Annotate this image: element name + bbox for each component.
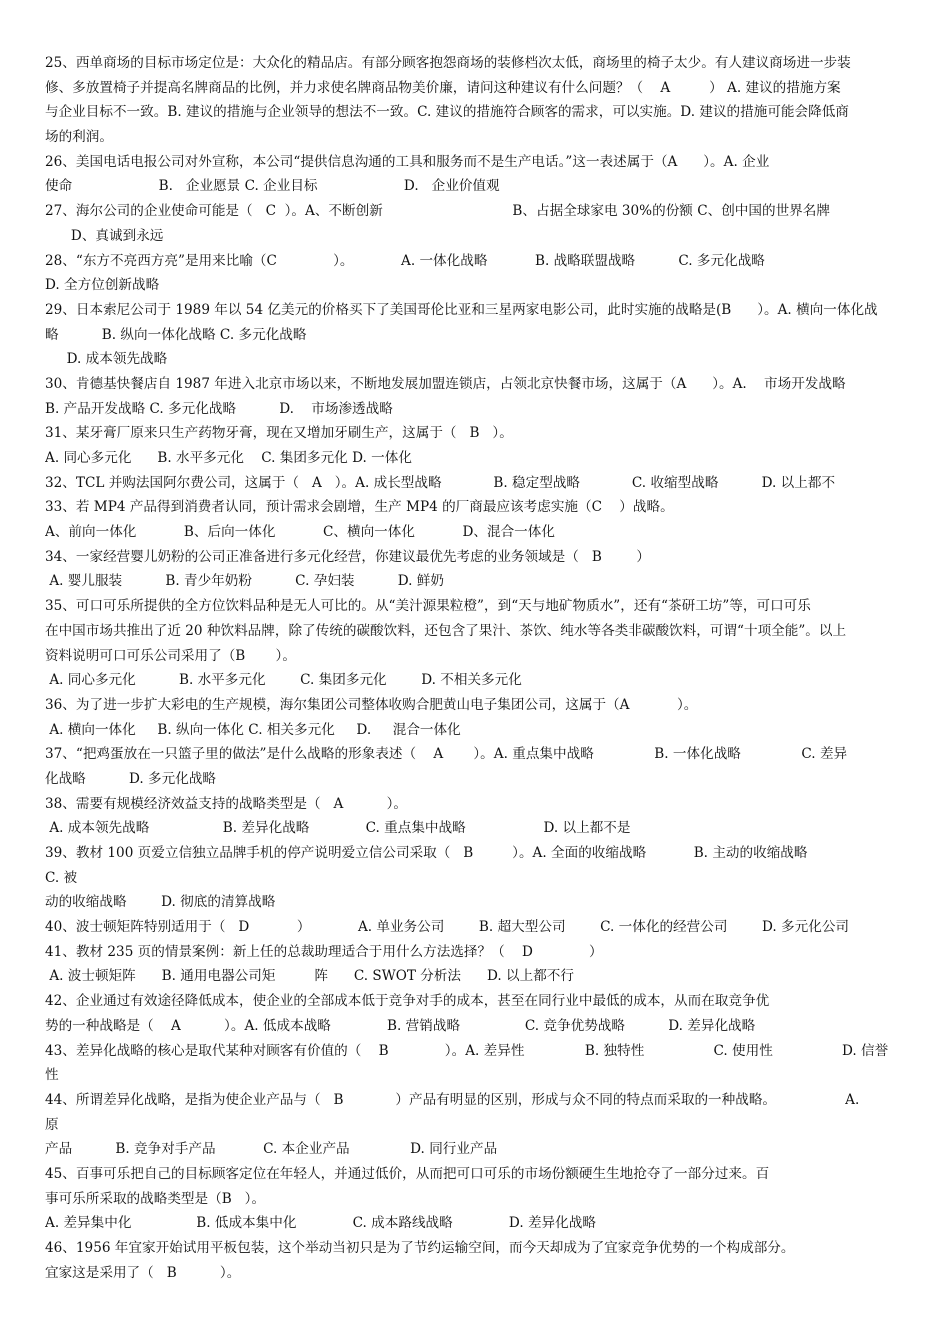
text-line: 资料说明可口可乐公司采用了（B ）。	[45, 647, 296, 664]
text-line: 27、海尔公司的企业使命可能是（ C ）。A、不断创新 B、占据全球家电 30%的份额 C、创中国的世界名牌	[45, 203, 830, 220]
text-line: 宜家这是采用了（ B ）。	[45, 1264, 241, 1281]
text-line: 26、美国电话电报公司对外宣称，本公司“提供信息沟通的工具和服务而不是生产电话。”这一表述属于（A ）。A. 企业	[45, 153, 770, 170]
text-line: 修、多放置椅子并提高名牌商品的比例，并力求使名牌商品物美价廉，请问这种建议有什么问题？（ A ） A. 建议的措施方案	[45, 79, 841, 96]
text-line: 原	[45, 1116, 59, 1133]
text-line: 33、若 MP4 产品得到消费者认同，预计需求会剧增，生产 MP4 的厂商最应该考虑实施（C ）战略。	[45, 499, 674, 516]
text-line: A. 同心多元化 B. 水平多元化 C. 集团多元化 D. 不相关多元化	[45, 672, 522, 689]
text-line: A. 婴儿服装 B. 青少年奶粉 C. 孕妇装 D. 鲜奶	[45, 573, 444, 590]
text-line: 39、教材 100 页爱立信独立品牌手机的停产说明爱立信公司采取（ B ）。A. 全面的收缩战略 B. 主动的收缩战略	[45, 845, 808, 861]
text-line: 28、“东方不亮西方亮”是用来比喻（C ）。 A. 一体化战略 B. 战略联盟战略 C. 多元化战略	[45, 252, 765, 269]
text-line: D、真诚到永远	[45, 227, 164, 244]
text-line: 25、西单商场的目标市场定位是：大众化的精品店。有部分顾客抱怨商场的装修档次太低，商场里的椅子太少。有人建议商场进一步装	[45, 55, 851, 71]
text-line: 使命 B. 企业愿景 C. 企业目标 D. 企业价值观	[45, 178, 500, 195]
text-line: 与企业目标不一致。B. 建议的措施与企业领导的想法不一致。C. 建议的措施符合顾客的需求，可以实施。D. 建议的措施可能会降低商	[45, 104, 849, 121]
text-line: 34、一家经营婴儿奶粉的公司正准备进行多元化经营，你建议最优先考虑的业务领域是（ B ）	[45, 548, 650, 565]
text-line: 势的一种战略是（ A ）。A. 低成本战略 B. 营销战略 C. 竞争优势战略 D. 差异化战略	[45, 1017, 756, 1034]
text-line: 37、“把鸡蛋放在一只篮子里的做法”是什么战略的形象表述（ A ）。A. 重点集中战略 B. 一体化战略 C. 差异	[45, 746, 848, 763]
text-line: 43、差异化战略的核心是取代某种对顾客有价值的（ B ）。A. 差异性 B. 独特性 C. 使用性 D. 信誉	[45, 1042, 889, 1059]
text-line: A. 同心多元化 B. 水平多元化 C. 集团多元化 D. 一体化	[45, 450, 412, 466]
document-page	[45, 51, 910, 1285]
text-line: 30、肯德基快餐店自 1987 年进入北京市场以来，不断地发展加盟连锁店，占领北京快餐市场，这属于（A ）。A. 市场开发战略	[45, 375, 846, 392]
text-line: 40、波士顿矩阵特别适用于（ D ） A. 单业务公司 B. 超大型公司 C. 一体化的经营公司 D. 多元化公司	[45, 919, 850, 936]
text-line: D. 成本领先战略	[45, 351, 168, 368]
text-line: A. 差异集中化 B. 低成本集中化 C. 成本路线战略 D. 差异化战略	[45, 1215, 596, 1232]
text-line: 产品 B. 竞争对手产品 C. 本企业产品 D. 同行业产品	[45, 1141, 498, 1158]
text-line: 36、为了进一步扩大彩电的生产规模，海尔集团公司整体收购合肥黄山电子集团公司，这属于（A ）。	[45, 696, 698, 713]
text-line: 略 B. 纵向一体化战略 C. 多元化战略	[45, 326, 307, 343]
text-line: 41、教材 235 页的情景案例：新上任的总裁助理适合于用什么方法选择？（ D ）	[45, 943, 603, 960]
text-line: 化战略 D. 多元化战略	[45, 770, 217, 787]
text-line: 32、TCL 并购法国阿尔费公司，这属于（ A ）。A. 成长型战略 B. 稳定型战略 C. 收缩型战略 D. 以上都不	[45, 474, 836, 491]
text-line: A、前向一体化 B、后向一体化 C、横向一体化 D、混合一体化	[45, 524, 555, 541]
text-line: A. 波士顿矩阵 B. 通用电器公司矩 阵 C. SWOT 分析法 D. 以上都不行	[45, 968, 574, 985]
text-line: A. 横向一体化 B. 纵向一体化 C. 相关多元化 D. 混合一体化	[45, 721, 461, 738]
text-line: 44、所谓差异化战略，是指为使企业产品与（ B ）产品有明显的区别，形成与众不同的特点而采取的一种战略。 A.	[45, 1091, 860, 1108]
text-line: 45、百事可乐把自己的目标顾客定位在年轻人，并通过低价，从而把可口可乐的市场份额硬生生地抢夺了一部分过来。百	[45, 1165, 770, 1182]
text-line: B. 产品开发战略 C. 多元化战略 D. 市场渗透战略	[45, 400, 393, 417]
text-line: C. 被	[45, 869, 78, 886]
text-line: 35、可口可乐所提供的全方位饮料品种是无人可比的。从“美汁源果粒橙”，到“天与地矿物质水”，还有“茶研工坊”等，可口可乐	[45, 598, 811, 615]
text-line: 29、日本索尼公司于 1989 年以 54 亿美元的价格买下了美国哥伦比亚和三星两家电影公司，此时实施的战略是(B ）。A. 横向一体化战	[45, 301, 878, 318]
text-line: 31、某牙膏厂原来只生产药物牙膏，现在又增加牙刷生产，这属于（ B ）。	[45, 425, 513, 442]
text-line: A. 成本领先战略 B. 差异化战略 C. 重点集中战略 D. 以上都不是	[45, 820, 631, 837]
text-line: 事可乐所采取的战略类型是（B ）。	[45, 1190, 266, 1207]
text-line: 38、需要有规模经济效益支持的战略类型是（ A ）。	[45, 795, 407, 812]
text-line: 在中国市场共推出了近 20 种饮料品牌，除了传统的碳酸饮料，还包含了果汁、茶饮、纯水等各类非碳酸饮料，可谓“十项全能”。以上	[45, 622, 847, 639]
text-line: 46、1956 年宜家开始试用平板包装，这个举动当初只是为了节约运输空间，而今天却成为了宜家竞争优势的一个构成部分。	[45, 1240, 795, 1256]
text-line: 42、企业通过有效途径降低成本，使企业的全部成本低于竞争对手的成本，甚至在同行业中最低的成本，从而在取竞争优	[45, 993, 770, 1010]
text-line: 性	[45, 1067, 59, 1084]
text-line: 场的利润。	[45, 129, 113, 146]
text-line: 动的收缩战略 D. 彻底的清算战略	[45, 894, 276, 911]
text-line: D. 全方位创新战略	[45, 277, 160, 294]
